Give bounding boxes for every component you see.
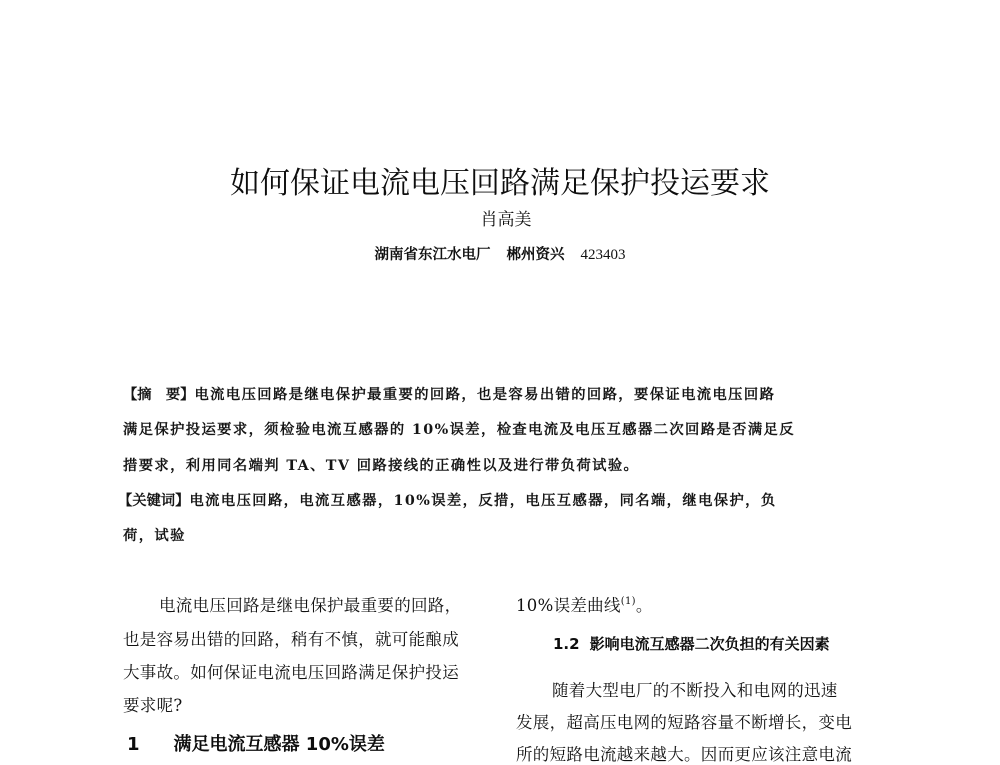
section-number: 1.2 <box>553 635 580 653</box>
section-heading-1-2 <box>553 633 830 654</box>
body-text-line: 大事故。如何保证电流电压回路满足保护投运 <box>123 663 459 682</box>
keywords-line <box>118 490 777 510</box>
abstract-text: 电流电压回路是继电保护最重要的回路，也是容易出错的回路，要保证电流电压回路 <box>194 387 776 403</box>
body-text-line: 10%误差曲线$^{(1)}$。 <box>516 596 653 615</box>
body-text-line: 也是容易出错的回路，稍有不慎，就可能酿成 <box>123 630 459 649</box>
abstract-line <box>123 384 775 404</box>
section-title: 满足电流互感器 10%误差 <box>173 734 385 755</box>
citation-ref: (1) <box>620 596 636 607</box>
affiliation-org: 湖南省东江水电厂 <box>374 246 491 263</box>
affiliation-postcode: 423403 <box>580 247 626 263</box>
abstract-line: 措要求，利用同名端判 TA、TV 回路接线的正确性以及进行带负荷试验。 <box>123 458 640 474</box>
paper-title: 如何保证电流电压回路满足保护投运要求 <box>230 166 770 202</box>
keywords-line: 荷，试验 <box>123 528 186 544</box>
body-text-line: 电流电压回路是继电保护最重要的回路， <box>159 596 462 615</box>
affiliation-city: 郴州资兴 <box>506 246 565 263</box>
keywords-label: 【关键词】 <box>118 493 190 509</box>
body-text-line: 随着大型电厂的不断投入和电网的迅速 <box>552 681 838 700</box>
body-text-line: 发展，超高压电网的短路容量不断增长，变电 <box>516 713 852 732</box>
body-text-line: 要求呢? <box>123 696 183 715</box>
section-number: 1 <box>127 734 140 755</box>
author-affiliation <box>0 243 1000 264</box>
section-title: 影响电流互感器二次负担的有关因素 <box>589 635 830 653</box>
abstract-line: 满足保护投运要求，须检验电流互感器的 10%误差，检查电流及电压互感器二次回路是否满足反 <box>123 422 795 438</box>
keywords-text: 电流电压回路，电流互感器，10%误差，反措，电压互感器，同名端，继电保护，负 <box>189 493 777 509</box>
abstract-label: 【摘 要】 <box>123 387 195 403</box>
author-name: 肖高美 <box>480 210 532 230</box>
section-heading-1 <box>127 730 385 756</box>
body-text-line: 所的短路电流越来越大。因而更应该注意电流 <box>516 745 852 764</box>
